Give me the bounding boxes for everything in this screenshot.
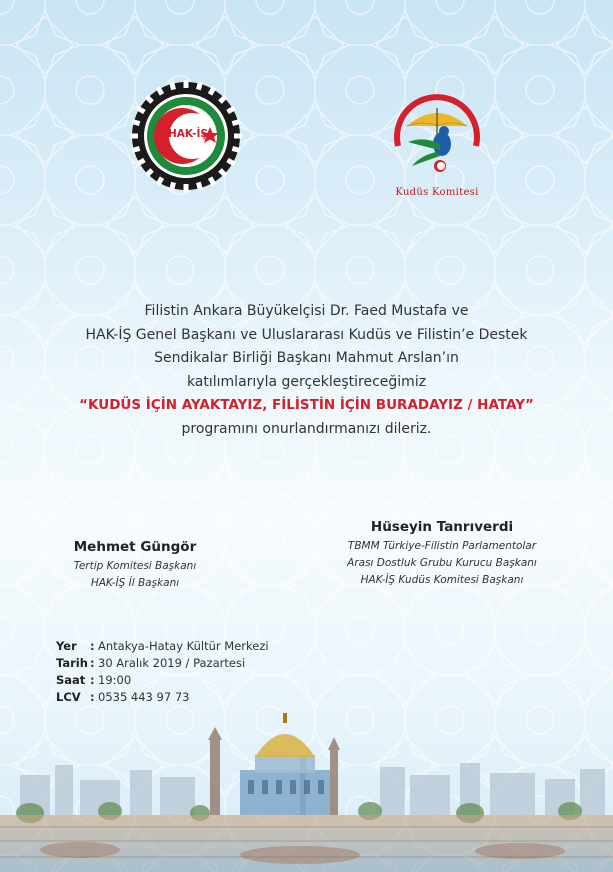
detail-label: Yer	[56, 639, 77, 653]
jerusalem-skyline-icon	[0, 705, 613, 872]
invitation-line-4: katılımlarıyla gerçekleştireceğimiz	[186, 373, 427, 390]
signatory-right	[322, 519, 562, 589]
invitation-line-1: Filistin Ankara Büyükelçisi Dr. Faed Mustafa ve	[144, 303, 469, 319]
signatory-right-role-1: TBMM Türkiye-Filistin Parlamentolar	[347, 540, 537, 552]
detail-label: Tarih	[56, 656, 88, 670]
kudus-komitesi-logo-text: Kudüs Komitesi	[395, 187, 479, 198]
detail-separator: :	[90, 673, 95, 687]
invitation-line-6: programını onurlandırmanızı dileriz.	[181, 420, 432, 437]
signatory-left	[60, 539, 210, 592]
kudus-komitesi-logo-icon	[384, 86, 490, 178]
detail-row-rsvp	[56, 689, 269, 706]
invitation-line-3: Sendikalar Birliği Başkanı Mahmut Arslan’ın	[154, 350, 459, 366]
invitation-text	[40, 300, 573, 441]
signatory-right-role-2: Arası Dostluk Grubu Kurucu Başkanı	[347, 557, 537, 569]
signatory-right-role-3: HAK-İŞ Kudüs Komitesi Başkanı	[360, 574, 524, 586]
detail-value: 0535 443 97 73	[98, 690, 190, 704]
event-details	[56, 638, 269, 706]
detail-label: LCV	[56, 690, 81, 704]
detail-separator: :	[90, 639, 95, 653]
detail-row-time	[56, 672, 269, 689]
detail-value: 30 Aralık 2019 / Pazartesi	[98, 656, 246, 670]
signatory-right-name: Hüseyin Tanrıverdi	[370, 519, 514, 535]
signatory-left-name: Mehmet Güngör	[73, 539, 197, 555]
hak-is-logo-text: HAK-İŞ	[168, 128, 208, 140]
detail-label: Saat	[56, 673, 86, 687]
detail-separator: :	[90, 656, 95, 670]
detail-row-date	[56, 655, 269, 672]
detail-value: 19:00	[98, 673, 132, 687]
invitation-line-2: HAK-İŞ Genel Başkanı ve Uluslararası Kudüs ve Filistin’e Destek	[85, 326, 528, 343]
signatory-left-role-1: Tertip Komitesi Başkanı	[73, 560, 197, 572]
detail-separator: :	[90, 690, 95, 704]
detail-row-location	[56, 638, 269, 655]
event-title: “KUDÜS İÇİN AYAKTAYIZ, FİLİSTİN İÇİN BURADAYIZ / HATAY”	[79, 397, 534, 413]
detail-value: Antakya-Hatay Kültür Merkezi	[98, 639, 269, 653]
signatory-left-role-2: HAK-İŞ İl Başkanı	[90, 577, 180, 589]
